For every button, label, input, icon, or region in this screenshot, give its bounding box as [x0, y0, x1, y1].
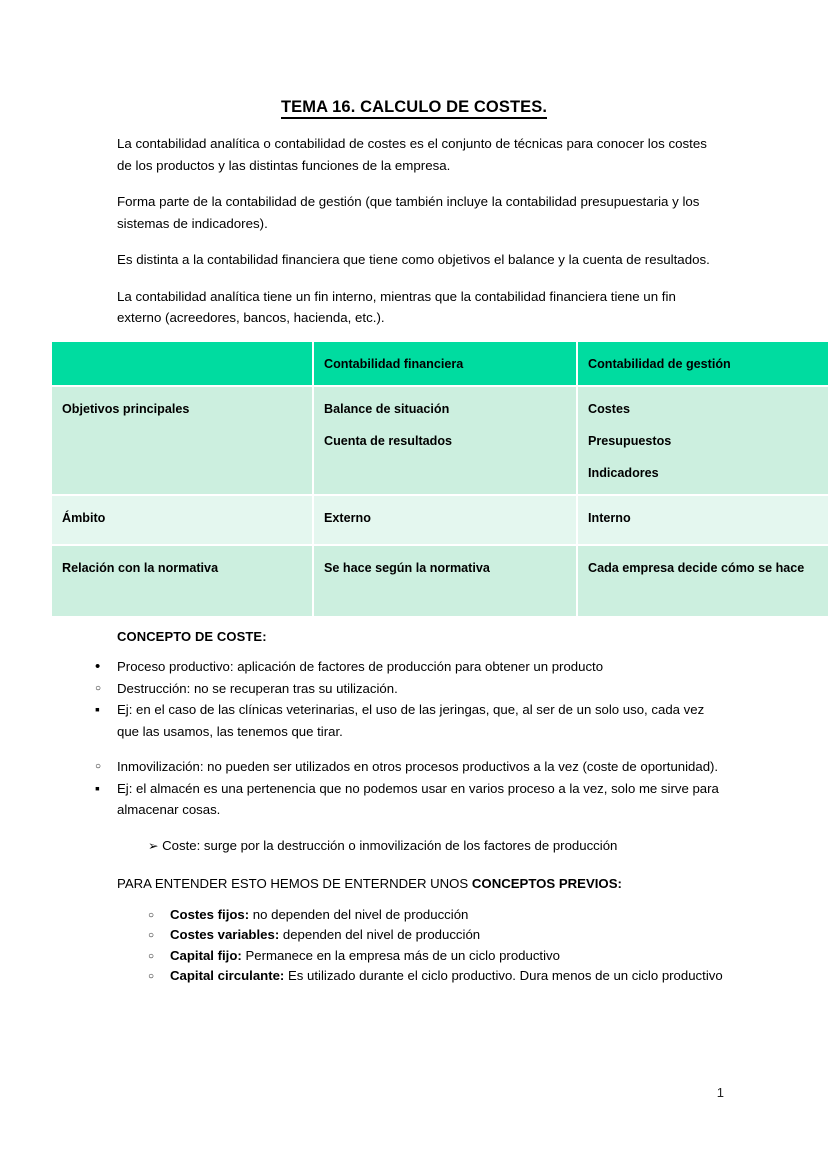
- list-item-text: Proceso productivo: aplicación de factores de producción para obtener un producto: [117, 659, 604, 674]
- concept-list-level-1: [117, 656, 727, 821]
- page-title-text: TEMA 16. CALCULO DE COSTES.: [281, 98, 547, 119]
- cell-line: Presupuestos: [588, 434, 672, 448]
- intro-paragraph-1: La contabilidad analítica o contabilidad de costes es el conjunto de técnicas para conocer los costes de los productos y las distintas funciones de la empresa.: [117, 136, 707, 173]
- concept-term: Costes fijos:: [170, 906, 250, 922]
- row-label-normativa: Relación con la normativa: [52, 545, 313, 617]
- concept-desc: Es utilizado durante el ciclo productivo. Dura menos de un ciclo productivo: [284, 968, 723, 983]
- cell-line: Costes: [588, 402, 630, 416]
- list-item: [170, 925, 727, 946]
- list-item-text: Ej: en el caso de las clínicas veterinarias, el uso de las jeringas, que, al ser de un solo uso, cada vez que las usamos, las tenemos que tirar.: [117, 702, 705, 739]
- previous-concepts-lead: [117, 873, 727, 895]
- concept-list-level-3: [117, 699, 727, 742]
- table-row: [52, 386, 828, 495]
- table-header-empty: [52, 342, 313, 386]
- square-bullet-icon: [95, 778, 113, 800]
- list-item: [117, 699, 727, 742]
- circle-bullet-icon: [148, 966, 166, 990]
- concept-desc: no dependen del nivel de producción: [249, 906, 469, 922]
- cell-ambito-gestion: Interno: [577, 495, 828, 545]
- list-item: [170, 966, 727, 987]
- cell-normativa-financiera: Se hace según la normativa: [313, 545, 577, 617]
- row-label-ambito: Ámbito: [52, 495, 313, 545]
- comparison-table: [52, 342, 828, 618]
- square-bullet-icon: [95, 699, 113, 721]
- section-heading-concepto: CONCEPTO DE COSTE:: [117, 629, 267, 644]
- circle-bullet-icon: [95, 756, 113, 780]
- table-header-gestion: Contabilidad de gestión: [577, 342, 828, 386]
- coste-definition-item: [148, 835, 727, 858]
- intro-paragraph-2: Forma parte de la contabilidad de gestión (que también incluye la contabilidad presupuestaria y los sistemas de indicadores).: [117, 194, 700, 231]
- arrow-bullet-icon: [148, 838, 158, 853]
- page-title: [0, 98, 828, 117]
- list-item-text: Destrucción: no se recuperan tras su utilización.: [117, 680, 398, 696]
- previous-concepts-list: [170, 905, 727, 987]
- coste-definition-text: Coste: surge por la destrucción o inmovilización de los factores de producción: [162, 837, 618, 853]
- cell-objetivos-gestion: [577, 386, 828, 495]
- cell-normativa-gestion: Cada empresa decide cómo se hace: [577, 545, 828, 617]
- table-header-financiera: Contabilidad financiera: [313, 342, 577, 386]
- cell-line: Balance de situación: [324, 402, 450, 416]
- previous-concepts-lead-plain: PARA ENTENDER ESTO HEMOS DE ENTERNDER UNOS: [117, 876, 472, 891]
- table-header-row: [52, 342, 828, 386]
- concept-desc: dependen del nivel de producción: [279, 927, 481, 942]
- cell-line: Cuenta de resultados: [324, 434, 453, 448]
- cell-ambito-financiera: Externo: [313, 495, 577, 545]
- concept-term: Capital fijo:: [170, 947, 242, 963]
- table-row: [52, 545, 828, 617]
- list-item: [117, 678, 727, 743]
- concept-term: Capital circulante:: [170, 968, 285, 983]
- cell-line: Indicadores: [588, 466, 659, 480]
- concept-list-level-2: [117, 678, 727, 821]
- list-item: [170, 946, 727, 967]
- list-item: [117, 656, 727, 821]
- circle-bullet-icon: [95, 678, 113, 702]
- cell-objetivos-financiera: [313, 386, 577, 495]
- page-number: 1: [716, 1085, 724, 1100]
- concept-desc: Permanece en la empresa más de un ciclo productivo: [241, 947, 560, 963]
- concept-term: Costes variables:: [170, 927, 280, 942]
- intro-paragraph-4: La contabilidad analítica tiene un fin interno, mientras que la contabilidad financiera tiene un fin externo (acreedores, bancos, hacienda, etc.).: [117, 288, 676, 325]
- intro-paragraph-3: Es distinta a la contabilidad financiera que tiene como objetivos el balance y la cuenta de resultados.: [117, 252, 710, 267]
- table-row: [52, 495, 828, 545]
- previous-concepts-lead-bold: CONCEPTOS PREVIOS:: [471, 876, 622, 891]
- concept-list-level-3: [117, 778, 727, 821]
- body-content: [117, 629, 727, 987]
- list-item: [117, 756, 727, 821]
- intro-paragraphs: [117, 133, 717, 344]
- table-body: [52, 386, 828, 617]
- disc-bullet-icon: [95, 656, 113, 678]
- list-item-text: Inmovilización: no pueden ser utilizados en otros procesos productivos a la vez (coste de oportunidad).: [117, 759, 719, 774]
- table-header: [52, 342, 828, 386]
- list-item-text: Ej: el almacén es una pertenencia que no podemos usar en varios proceso a la vez, solo me sirve para almacenar cosas.: [117, 780, 719, 817]
- list-item: [117, 778, 727, 821]
- list-item: [170, 905, 727, 926]
- row-label-objetivos: Objetivos principales: [52, 386, 313, 495]
